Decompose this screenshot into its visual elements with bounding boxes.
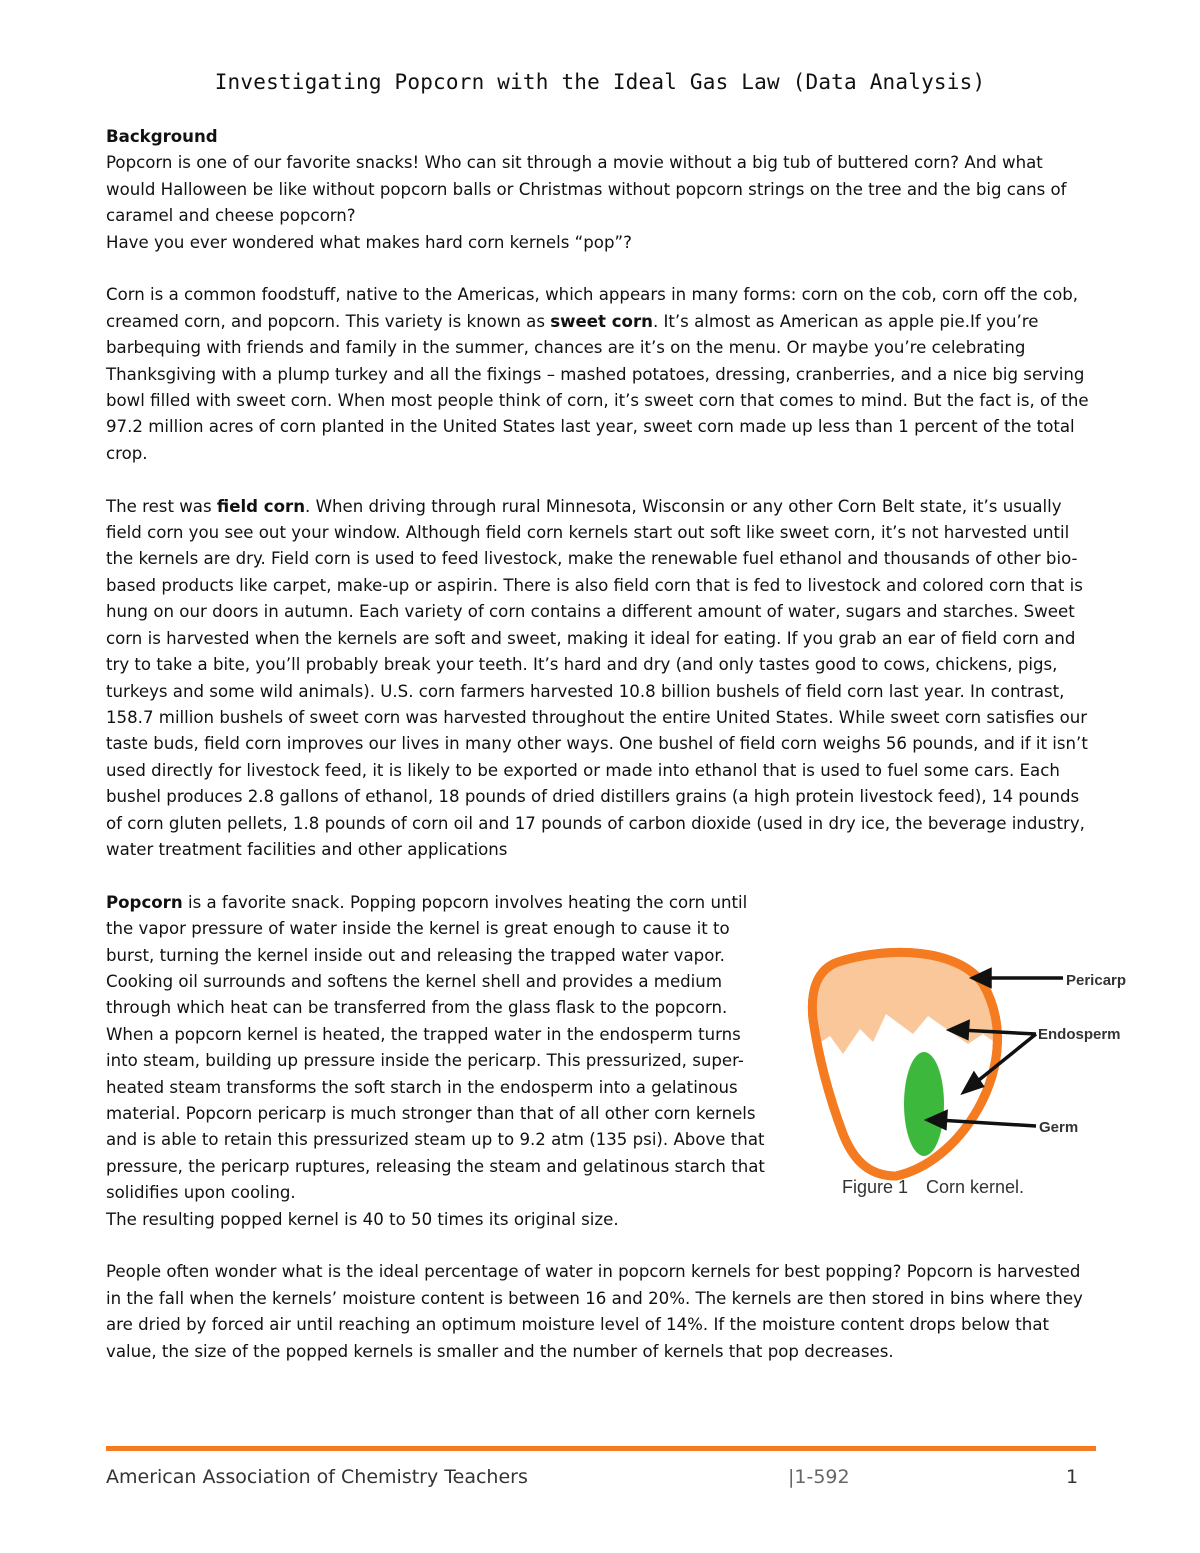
figure-caption-number: Figure 1 [842,1176,909,1197]
popcorn-paragraph: Pericarp Endosperm Germ Figure 1 Corn kernel. Popcorn is a favorite snack. Popping popcorn involves heating the corn until the vapor pressure of water inside the kernel is great enough to cause it to burst, turning the kernel inside out and releasing the trapped water vapor. Cooking oil surrounds and softens the kernel shell and provides a medium through which heat can be transferred from the glass flask to the popcorn. When a popcorn kernel is heated, the trapped water in the endosperm turns into steam, building up pressure inside the pericarp. This pressurized, super-heated steam transforms the soft starch in the endosperm into a gelatinous material. Popcorn pericarp is much stronger than that of all other corn kernels and is able to retain this pressurized steam up to 9.2 atm (135 psi). Above that pressure, the pericarp ruptures, releasing the steam and gelatinous starch that solidifies upon cooling. The resulting popped kernel is 40 to 50 times its original size. [106,892,1127,1229]
footer-organization: American Association of Chemistry Teachers [106,1466,528,1488]
label-pericarp: Pericarp [1066,971,1127,989]
kernel-germ-shape [904,1052,944,1156]
moisture-paragraph: People often wonder what is the ideal percentage of water in popcorn kernels for best popping? Popcorn is harvested in the fall when the kernels’ moisture content is between 16 and 20%. The kernels are then stored in bins where they are dried by forced air until reaching an optimum moisture level of 14%. If the moisture content drops below that value, the size of the popped kernels is smaller and the number of kernels that pop decreases. [106,1262,1083,1361]
footer-divider [106,1446,1096,1451]
field-corn-paragraph: The rest was field corn. When driving through rural Minnesota, Wisconsin or any other Corn Belt state, it’s usually field corn you see out your window. Although field corn kernels start out soft like sweet corn, it’s not harvested until the kernels are dry. Field corn is used to feed livestock, make the renewable fuel ethanol and thousands of other bio-based products like carpet, make-up or aspirin. There is also field corn that is fed to livestock and colored corn that is hung on our doors in autumn. Each variety of corn contains a different amount of water, sugars and starches. Sweet corn is harvested when the kernels are soft and sweet, making it ideal for eating. If you grab an ear of field corn and try to take a bite, you’ll probably break your teeth. It’s hard and dry (and only tastes good to cows, chickens, pigs, turkeys and some wild animals). U.S. corn farmers harvested 10.8 billion bushels of field corn last year. In contrast, 158.7 million bushels of sweet corn was harvested throughout the entire United States. While sweet corn satisfies our taste buds, field corn improves our lives in many other ways. One bushel of field corn weighs 56 pounds, and if it isn’t used directly for livestock feed, it is likely to be exported or made into ethanol that is used to fuel some cars. Each bushel produces 2.8 gallons of ethanol, 18 pounds of dried distillers grains (a high protein livestock feed), 14 pounds of corn gluten pellets, 1.8 pounds of corn oil and 17 pounds of carbon dioxide (used in dry ice, the beverage industry, water treatment facilities and other applications [106,496,1088,859]
label-germ: Germ [1039,1118,1079,1136]
document-title: Investigating Popcorn with the Ideal Gas Law (Data Analysis) [214,70,986,94]
page-number: 1 [1066,1466,1079,1488]
intro-paragraph: Popcorn is one of our favorite snacks! Who can sit through a movie without a big tub of buttered corn? And what would Halloween be like without popcorn balls or Christmas without popcorn strings on the tree and the big cans of caramel and cheese popcorn? [106,153,1067,226]
figure-caption-text: Corn kernel. [926,1176,1025,1197]
footer-code: |1-592 [788,1466,850,1488]
background-heading: Background [106,127,218,146]
intro-question: Have you ever wondered what makes hard corn kernels “pop”? [106,232,632,252]
document-body [106,124,1127,1365]
corn-kernel-figure [778,944,1127,1206]
sweet-corn-paragraph: Corn is a common foodstuff, native to the Americas, which appears in many forms: corn on the cob, corn off the cob, creamed corn, and popcorn. This variety is known as sweet corn. It’s almost as American as apple pie.If you’re barbequing with friends and family in the summer, chances are it’s on the menu. Or maybe you’re celebrating Thanksgiving with a plump turkey and all the fixings – mashed potatoes, dressing, cranberries, and a nice big serving bowl filled with sweet corn. When most people think of corn, it’s sweet corn that comes to mind. But the fact is, of the 97.2 million acres of corn planted in the United States last year, sweet corn made up less than 1 percent of the total crop. [106,285,1089,463]
label-endosperm: Endosperm [1038,1025,1121,1043]
